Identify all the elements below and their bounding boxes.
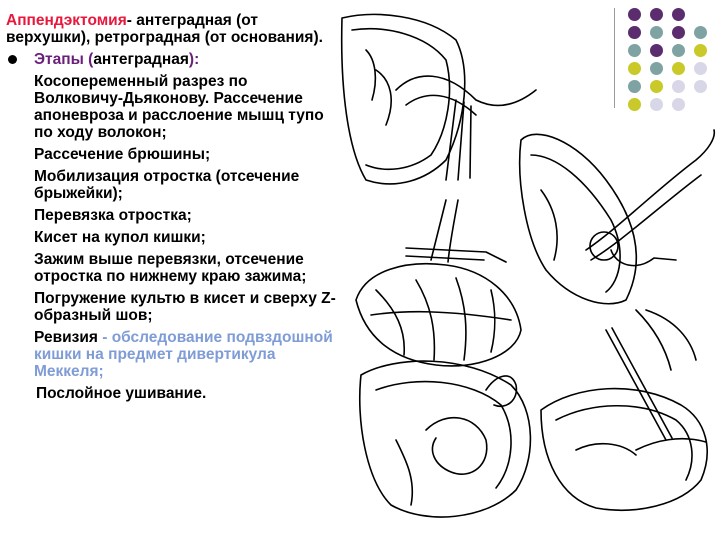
closing-end: . xyxy=(201,385,207,402)
step-item: Мобилизация отростка (отсечение брыжейки); xyxy=(34,168,300,202)
panel-suture-icon xyxy=(360,361,531,517)
surgical-illustration-icon xyxy=(336,10,720,540)
step-item: Погружение культю в кисет и сверху Z-образный шов; xyxy=(34,290,336,324)
bullet-icon xyxy=(8,55,17,64)
intro-paragraph xyxy=(6,12,336,46)
revision-rest: - обследование подвздошной кишки на предмет дивертикула Меккеля; xyxy=(34,329,333,380)
panel-clamp-icon xyxy=(541,310,707,510)
step-item: Косопеременный разрез по Волковичу-Дьяконову. Рассечение апоневроза и расслоение мышц тупо по ходу волокон; xyxy=(34,73,324,141)
content-text xyxy=(6,12,336,407)
step-item: Зажим выше перевязки, отсечение отростка по нижнему краю зажима; xyxy=(34,251,307,285)
stages-title-a: Этапы ( xyxy=(34,51,94,68)
panel-incision-icon xyxy=(342,14,536,183)
panel-ligation-icon xyxy=(356,200,521,366)
panel-mobilization-icon xyxy=(520,130,715,304)
intro-term: Аппендэктомия xyxy=(6,12,127,29)
stages-title-c: ): xyxy=(188,51,200,68)
step-item: Перевязка отростка; xyxy=(34,207,192,224)
revision-item xyxy=(6,329,336,380)
intro-rest: - антеградная (от верхушки), ретроградная (от основания). xyxy=(6,12,323,46)
closing-text: Послойное ушивание xyxy=(36,385,202,402)
stages-heading xyxy=(6,51,336,68)
closing-item xyxy=(6,385,336,402)
revision-term: Ревизия xyxy=(34,329,98,346)
step-item: Рассечение брюшины; xyxy=(34,146,211,163)
step-item: Кисет на купол кишки; xyxy=(34,229,206,246)
stages-title-b: антеградная xyxy=(93,51,189,68)
